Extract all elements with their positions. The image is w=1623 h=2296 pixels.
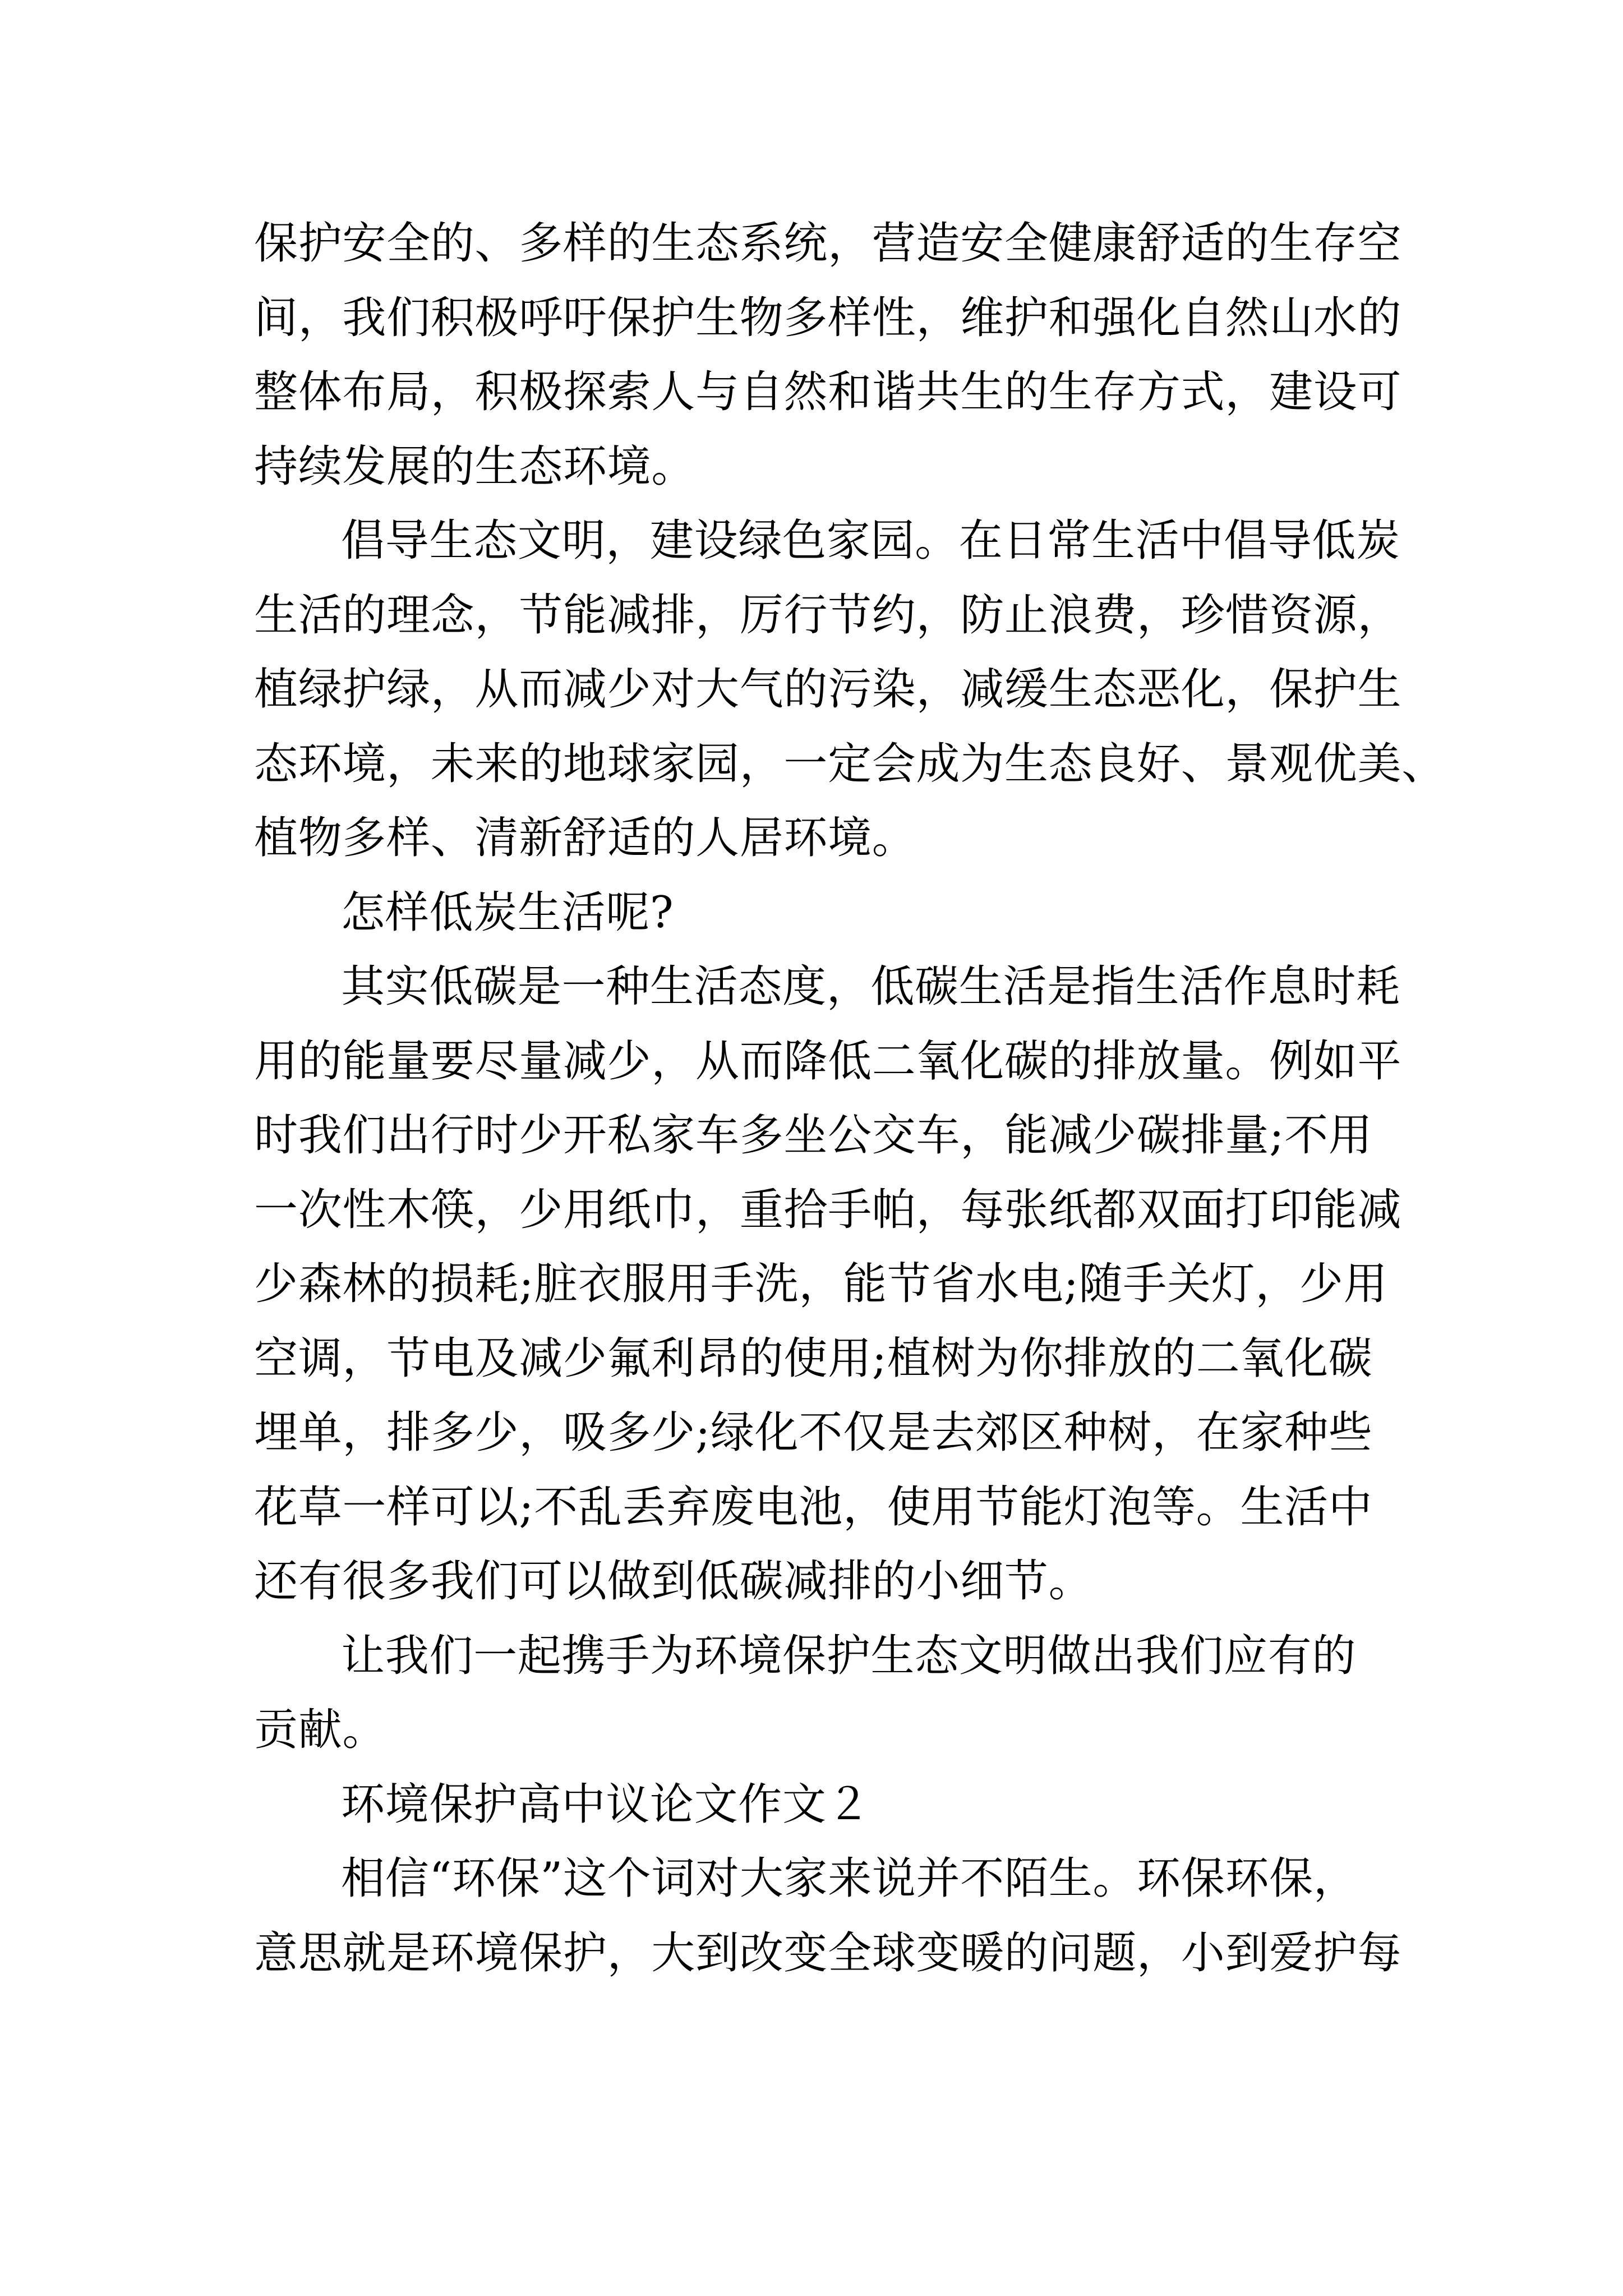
- text-line: 花草一样可以;不乱丢弃废电池，使用节能灯泡等。生活中: [254, 1481, 1373, 1533]
- text-line: 用的能量要尽量减少，从而降低二氧化碳的排放量。例如平: [254, 1036, 1402, 1087]
- text-line: 一次性木筷，少用纸巾，重拾手帕，每张纸都双面打印能减: [254, 1184, 1402, 1235]
- paragraph-first-line: 相信“环保”这个词对大家来说并不陌生。环保环保，: [341, 1853, 1358, 1904]
- text-line: 还有很多我们可以做到低碳减排的小细节。: [254, 1556, 1093, 1607]
- document-body: [254, 206, 1446, 1990]
- text-line: 态环境，未来的地球家园，一定会成为生态良好、景观优美、: [254, 738, 1446, 789]
- text-line: 持续发展的生态环境。: [254, 441, 696, 492]
- text-line: 意思就是环境保护，大到改变全球变暖的问题，小到爱护每: [254, 1927, 1402, 1978]
- text-line: 埋单，排多少，吸多少;绿化不仅是去郊区种树，在家种些: [254, 1407, 1373, 1458]
- text-line: 贡献。: [254, 1705, 387, 1755]
- text-line: 植绿护绿，从而减少对大气的污染，减缓生态恶化，保护生: [254, 664, 1402, 715]
- text-line: 间，我们积极呼吁保护生物多样性，维护和强化自然山水的: [254, 292, 1402, 343]
- paragraph-first-line: 让我们一起携手为环境保护生态文明做出我们应有的: [341, 1630, 1357, 1681]
- text-line: 整体布局，积极探索人与自然和谐共生的生存方式，建设可: [254, 367, 1402, 417]
- section-heading: 环境保护高中议论文作文２: [341, 1779, 871, 1830]
- text-line: 空调，节电及减少氟利昂的使用;植树为你排放的二氧化碳: [254, 1333, 1373, 1384]
- question-line: 怎样低炭生活呢?: [341, 887, 674, 938]
- text-line: 保护安全的、多样的生态系统，营造安全健康舒适的生存空: [254, 218, 1402, 269]
- text-line: 生活的理念，节能减排，厉行节约，防止浪费，珍惜资源，: [254, 590, 1402, 641]
- paragraph-first-line: 其实低碳是一种生活态度，低碳生活是指生活作息时耗: [341, 961, 1400, 1012]
- text-line: 时我们出行时少开私家车多坐公交车，能减少碳排量;不用: [254, 1110, 1373, 1161]
- text-line: 植物多样、清新舒适的人居环境。: [254, 813, 916, 863]
- paragraph-first-line: 倡导生态文明，建设绿色家园。在日常生活中倡导低炭: [341, 516, 1400, 566]
- text-line: 少森林的损耗;脏衣服用手洗，能节省水电;随手关灯，少用: [254, 1259, 1388, 1309]
